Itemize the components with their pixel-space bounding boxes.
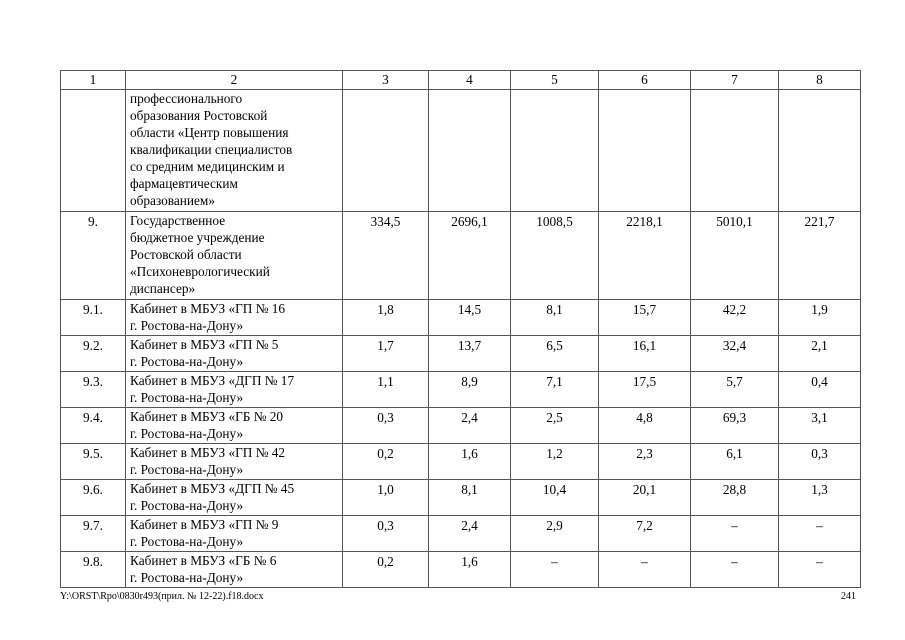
value-col-5 bbox=[511, 90, 599, 212]
name-line: фармацевтическим bbox=[130, 176, 238, 191]
value-col-5: 7,1 bbox=[511, 372, 599, 408]
name-line: квалификации специалистов bbox=[130, 142, 293, 157]
value-col-5: – bbox=[511, 552, 599, 588]
value-col-3: 1,7 bbox=[343, 336, 429, 372]
name-line: г. Ростова-на-Дону» bbox=[130, 462, 244, 477]
value-col-8: 221,7 bbox=[779, 212, 861, 300]
name-line: Кабинет в МБУЗ «ГБ № 20 bbox=[130, 409, 284, 424]
institution-name bbox=[126, 552, 343, 588]
row-number bbox=[61, 90, 126, 212]
row-number: 9.4. bbox=[61, 408, 126, 444]
header-row bbox=[61, 71, 861, 90]
value-col-6: – bbox=[599, 552, 691, 588]
name-line: г. Ростова-на-Дону» bbox=[130, 390, 244, 405]
institution-name bbox=[126, 480, 343, 516]
value-col-3: 1,1 bbox=[343, 372, 429, 408]
value-col-6: 2218,1 bbox=[599, 212, 691, 300]
row-number: 9.1. bbox=[61, 300, 126, 336]
institution-name bbox=[126, 408, 343, 444]
row-number: 9.2. bbox=[61, 336, 126, 372]
value-col-3: 334,5 bbox=[343, 212, 429, 300]
institution-name bbox=[126, 372, 343, 408]
value-col-4: 2696,1 bbox=[429, 212, 511, 300]
value-col-3: 0,2 bbox=[343, 552, 429, 588]
value-col-7: 42,2 bbox=[691, 300, 779, 336]
name-line: г. Ростова-на-Дону» bbox=[130, 534, 244, 549]
value-col-4 bbox=[429, 90, 511, 212]
name-line: Кабинет в МБУЗ «ГБ № 6 bbox=[130, 553, 277, 568]
row-number: 9.7. bbox=[61, 516, 126, 552]
table-row bbox=[61, 480, 861, 516]
value-col-3: 0,3 bbox=[343, 408, 429, 444]
table-row bbox=[61, 336, 861, 372]
value-col-8: – bbox=[779, 552, 861, 588]
name-line: со средним медицинским и bbox=[130, 159, 285, 174]
value-col-3: 1,8 bbox=[343, 300, 429, 336]
name-line: бюджетное учреждение bbox=[130, 230, 265, 245]
name-line: г. Ростова-на-Дону» bbox=[130, 498, 244, 513]
name-line: диспансер» bbox=[130, 281, 196, 296]
page-number: 241 bbox=[841, 591, 856, 602]
value-col-7: 69,3 bbox=[691, 408, 779, 444]
value-col-4: 13,7 bbox=[429, 336, 511, 372]
value-col-4: 1,6 bbox=[429, 444, 511, 480]
value-col-6: 2,3 bbox=[599, 444, 691, 480]
column-header: 8 bbox=[779, 71, 861, 90]
value-col-6: 16,1 bbox=[599, 336, 691, 372]
name-line: образованием» bbox=[130, 193, 215, 208]
value-col-6: 20,1 bbox=[599, 480, 691, 516]
value-col-5: 2,9 bbox=[511, 516, 599, 552]
row-number: 9. bbox=[61, 212, 126, 300]
value-col-5: 6,5 bbox=[511, 336, 599, 372]
footer-file-path: Y:\ORST\Rpo\0830r493(прил. № 12-22).f18.docx bbox=[60, 591, 264, 602]
name-line: Кабинет в МБУЗ «ГП № 42 bbox=[130, 445, 286, 460]
value-col-7: 5,7 bbox=[691, 372, 779, 408]
name-line: области «Центр повышения bbox=[130, 125, 289, 140]
name-line: г. Ростова-на-Дону» bbox=[130, 318, 244, 333]
value-col-8: 2,1 bbox=[779, 336, 861, 372]
value-col-7: 28,8 bbox=[691, 480, 779, 516]
column-header: 2 bbox=[126, 71, 343, 90]
value-col-7: 5010,1 bbox=[691, 212, 779, 300]
value-col-6: 4,8 bbox=[599, 408, 691, 444]
value-col-6: 17,5 bbox=[599, 372, 691, 408]
value-col-4: 14,5 bbox=[429, 300, 511, 336]
table-row bbox=[61, 552, 861, 588]
table-row bbox=[61, 212, 861, 300]
name-line: Государственное bbox=[130, 213, 226, 228]
column-header: 7 bbox=[691, 71, 779, 90]
column-header: 1 bbox=[61, 71, 126, 90]
value-col-7 bbox=[691, 90, 779, 212]
institution-name bbox=[126, 336, 343, 372]
value-col-5: 2,5 bbox=[511, 408, 599, 444]
table-row bbox=[61, 90, 861, 212]
institution-name bbox=[126, 212, 343, 300]
institution-name bbox=[126, 444, 343, 480]
table-row bbox=[61, 300, 861, 336]
value-col-3: 1,0 bbox=[343, 480, 429, 516]
name-line: г. Ростова-на-Дону» bbox=[130, 354, 244, 369]
value-col-8: 1,3 bbox=[779, 480, 861, 516]
value-col-7: 32,4 bbox=[691, 336, 779, 372]
name-line: Кабинет в МБУЗ «ГП № 9 bbox=[130, 517, 279, 532]
row-number: 9.3. bbox=[61, 372, 126, 408]
value-col-4: 2,4 bbox=[429, 516, 511, 552]
name-line: Ростовской области bbox=[130, 247, 242, 262]
value-col-5: 8,1 bbox=[511, 300, 599, 336]
value-col-6 bbox=[599, 90, 691, 212]
value-col-5: 1,2 bbox=[511, 444, 599, 480]
institution-name bbox=[126, 90, 343, 212]
column-header: 4 bbox=[429, 71, 511, 90]
table-row bbox=[61, 372, 861, 408]
name-line: «Психоневрологический bbox=[130, 264, 270, 279]
value-col-6: 7,2 bbox=[599, 516, 691, 552]
name-line: Кабинет в МБУЗ «ДГП № 45 bbox=[130, 481, 295, 496]
value-col-4: 8,9 bbox=[429, 372, 511, 408]
column-header: 3 bbox=[343, 71, 429, 90]
name-line: Кабинет в МБУЗ «ГП № 16 bbox=[130, 301, 286, 316]
name-line: профессионального bbox=[130, 91, 243, 106]
name-line: Кабинет в МБУЗ «ДГП № 17 bbox=[130, 373, 295, 388]
value-col-3: 0,3 bbox=[343, 516, 429, 552]
value-col-4: 8,1 bbox=[429, 480, 511, 516]
value-col-5: 10,4 bbox=[511, 480, 599, 516]
value-col-7: – bbox=[691, 516, 779, 552]
column-header: 5 bbox=[511, 71, 599, 90]
table-row bbox=[61, 516, 861, 552]
row-number: 9.5. bbox=[61, 444, 126, 480]
value-col-7: 6,1 bbox=[691, 444, 779, 480]
name-line: Кабинет в МБУЗ «ГП № 5 bbox=[130, 337, 279, 352]
value-col-8: – bbox=[779, 516, 861, 552]
name-line: образования Ростовской bbox=[130, 108, 268, 123]
value-col-7: – bbox=[691, 552, 779, 588]
row-number: 9.6. bbox=[61, 480, 126, 516]
value-col-5: 1008,5 bbox=[511, 212, 599, 300]
value-col-3 bbox=[343, 90, 429, 212]
institution-name bbox=[126, 516, 343, 552]
row-number: 9.8. bbox=[61, 552, 126, 588]
value-col-8: 0,4 bbox=[779, 372, 861, 408]
value-col-4: 2,4 bbox=[429, 408, 511, 444]
table-row bbox=[61, 444, 861, 480]
name-line: г. Ростова-на-Дону» bbox=[130, 570, 244, 585]
column-header: 6 bbox=[599, 71, 691, 90]
value-col-8 bbox=[779, 90, 861, 212]
name-line: г. Ростова-на-Дону» bbox=[130, 426, 244, 441]
data-table bbox=[60, 70, 861, 588]
value-col-3: 0,2 bbox=[343, 444, 429, 480]
table-row bbox=[61, 408, 861, 444]
value-col-8: 0,3 bbox=[779, 444, 861, 480]
value-col-4: 1,6 bbox=[429, 552, 511, 588]
institution-name bbox=[126, 300, 343, 336]
value-col-8: 1,9 bbox=[779, 300, 861, 336]
value-col-6: 15,7 bbox=[599, 300, 691, 336]
value-col-8: 3,1 bbox=[779, 408, 861, 444]
